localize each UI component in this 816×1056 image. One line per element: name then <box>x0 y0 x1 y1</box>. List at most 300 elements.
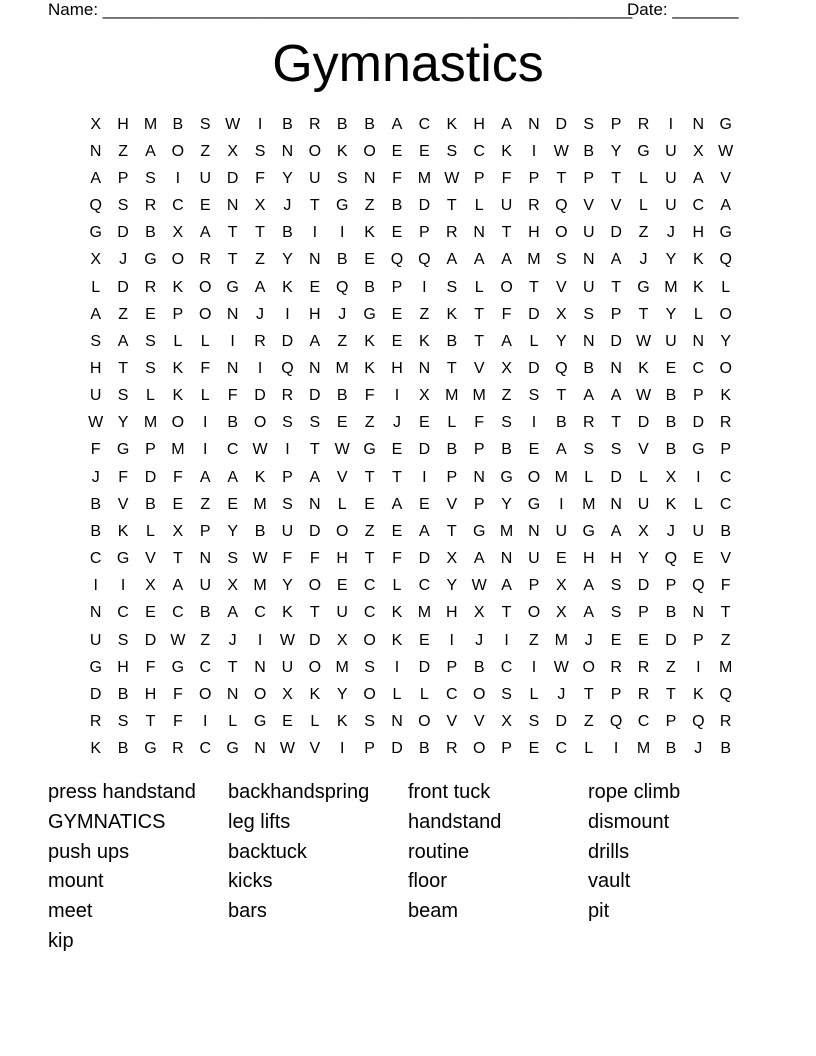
grid-letter[interactable]: B <box>665 740 677 758</box>
grid-letter[interactable]: B <box>364 115 375 133</box>
grid-letter[interactable]: P <box>665 577 677 595</box>
grid-letter[interactable]: I <box>203 713 208 731</box>
grid-letter[interactable]: E <box>419 495 430 513</box>
grid-letter[interactable]: I <box>504 631 509 649</box>
grid-letter[interactable]: I <box>696 468 701 486</box>
grid-letter[interactable]: P <box>199 522 211 540</box>
grid-letter[interactable]: Q <box>555 359 568 377</box>
grid-letter[interactable]: J <box>584 631 593 649</box>
grid-letter[interactable]: V <box>720 169 732 187</box>
name-field[interactable]: Name: ________________________________________________________ <box>48 0 633 19</box>
grid-letter[interactable]: B <box>254 522 266 540</box>
grid-letter[interactable]: E <box>692 550 704 568</box>
grid-letter[interactable]: D <box>117 224 129 242</box>
grid-letter[interactable]: B <box>336 251 348 269</box>
grid-letter[interactable]: L <box>337 495 347 513</box>
grid-letter[interactable]: W <box>553 658 569 676</box>
grid-letter[interactable]: Y <box>282 169 293 187</box>
grid-letter[interactable]: P <box>528 577 540 595</box>
grid-letter[interactable]: G <box>363 441 376 459</box>
grid-letter[interactable]: P <box>528 169 540 187</box>
grid-letter[interactable]: J <box>338 305 347 323</box>
grid-letter[interactable]: E <box>528 441 540 459</box>
grid-letter[interactable]: T <box>364 550 375 568</box>
grid-letter[interactable]: S <box>583 305 595 323</box>
grid-letter[interactable]: R <box>445 224 458 242</box>
grid-letter[interactable]: I <box>531 414 537 432</box>
grid-letter[interactable]: O <box>308 577 322 595</box>
grid-letter[interactable]: T <box>309 441 320 459</box>
grid-letter[interactable]: Z <box>666 658 676 676</box>
grid-letter[interactable]: C <box>89 550 102 568</box>
grid-letter[interactable]: K <box>309 685 321 703</box>
grid-letter[interactable]: K <box>117 522 129 540</box>
grid-letter[interactable]: T <box>529 278 539 296</box>
grid-letter[interactable]: S <box>583 115 595 133</box>
grid-letter[interactable]: N <box>309 251 321 269</box>
grid-letter[interactable]: F <box>474 414 485 432</box>
grid-letter[interactable]: U <box>500 197 513 215</box>
grid-letter[interactable]: Z <box>364 522 375 540</box>
grid-letter[interactable]: N <box>226 197 239 215</box>
grid-letter[interactable]: B <box>556 414 567 432</box>
grid-letter[interactable]: E <box>172 495 184 513</box>
grid-letter[interactable]: E <box>227 495 238 513</box>
grid-letter[interactable]: M <box>143 115 158 133</box>
grid-letter[interactable]: F <box>501 169 512 187</box>
grid-letter[interactable]: D <box>144 468 157 486</box>
grid-letter[interactable]: K <box>638 359 649 377</box>
grid-letter[interactable]: B <box>90 495 102 513</box>
grid-letter[interactable]: Y <box>638 550 649 568</box>
grid-letter[interactable]: E <box>282 713 293 731</box>
grid-letter[interactable]: I <box>257 115 263 133</box>
grid-letter[interactable]: C <box>418 115 431 133</box>
grid-letter[interactable]: N <box>226 305 239 323</box>
grid-letter[interactable]: K <box>364 359 375 377</box>
grid-letter[interactable]: L <box>91 278 101 296</box>
grid-letter[interactable]: T <box>638 305 649 323</box>
grid-letter[interactable]: Z <box>364 197 375 215</box>
grid-letter[interactable]: D <box>637 577 650 595</box>
grid-letter[interactable]: G <box>500 468 513 486</box>
grid-letter[interactable]: R <box>281 387 294 405</box>
grid-letter[interactable]: E <box>364 251 375 269</box>
grid-letter[interactable]: C <box>555 740 568 758</box>
grid-letter[interactable]: A <box>227 604 238 622</box>
grid-letter[interactable]: I <box>230 332 235 350</box>
grid-letter[interactable]: S <box>446 142 458 160</box>
grid-letter[interactable]: W <box>252 550 268 568</box>
grid-letter[interactable]: S <box>117 387 129 405</box>
grid-letter[interactable]: W <box>553 142 569 160</box>
grid-letter[interactable]: B <box>145 224 156 242</box>
grid-letter[interactable]: X <box>665 468 677 486</box>
grid-letter[interactable]: H <box>445 604 458 622</box>
grid-letter[interactable]: D <box>637 414 650 432</box>
grid-letter[interactable]: D <box>555 115 568 133</box>
grid-letter[interactable]: R <box>637 115 650 133</box>
grid-letter[interactable]: F <box>172 468 183 486</box>
grid-letter[interactable]: B <box>90 522 102 540</box>
grid-letter[interactable]: A <box>501 577 512 595</box>
grid-letter[interactable]: W <box>225 115 241 133</box>
grid-letter[interactable]: N <box>473 468 485 486</box>
grid-letter[interactable]: U <box>692 522 705 540</box>
grid-letter[interactable]: J <box>666 224 675 242</box>
grid-letter[interactable]: E <box>336 577 348 595</box>
grid-letter[interactable]: B <box>665 387 677 405</box>
grid-letter[interactable]: C <box>418 577 431 595</box>
grid-letter[interactable]: B <box>720 522 732 540</box>
grid-letter[interactable]: R <box>528 197 540 215</box>
grid-letter[interactable]: F <box>501 305 512 323</box>
grid-letter[interactable]: O <box>199 685 212 703</box>
grid-letter[interactable]: G <box>89 224 102 242</box>
grid-letter[interactable]: K <box>336 142 348 160</box>
grid-letter[interactable]: I <box>696 658 701 676</box>
grid-letter[interactable]: O <box>500 278 513 296</box>
grid-letter[interactable]: R <box>637 685 650 703</box>
grid-letter[interactable]: D <box>418 658 431 676</box>
grid-letter[interactable]: X <box>227 142 238 160</box>
grid-letter[interactable]: N <box>610 495 622 513</box>
grid-letter[interactable]: X <box>172 224 184 242</box>
grid-letter[interactable]: G <box>719 224 732 242</box>
grid-letter[interactable]: N <box>500 550 513 568</box>
grid-letter[interactable]: H <box>117 658 129 676</box>
grid-letter[interactable]: R <box>172 740 184 758</box>
grid-letter[interactable]: X <box>473 604 485 622</box>
grid-letter[interactable]: A <box>473 550 485 568</box>
grid-letter[interactable]: E <box>391 332 403 350</box>
grid-letter[interactable]: Q <box>390 251 404 269</box>
grid-letter[interactable]: M <box>472 387 486 405</box>
grid-letter[interactable]: B <box>172 115 184 133</box>
grid-letter[interactable]: E <box>419 414 430 432</box>
grid-letter[interactable]: G <box>363 305 376 323</box>
grid-letter[interactable]: U <box>665 332 677 350</box>
grid-letter[interactable]: Q <box>664 550 678 568</box>
grid-letter[interactable]: S <box>282 495 293 513</box>
grid-letter[interactable]: Q <box>281 359 294 377</box>
grid-letter[interactable]: H <box>473 115 485 133</box>
grid-letter[interactable]: L <box>584 468 594 486</box>
grid-letter[interactable]: P <box>446 658 458 676</box>
grid-letter[interactable]: W <box>279 631 295 649</box>
grid-letter[interactable]: L <box>200 387 210 405</box>
grid-letter[interactable]: W <box>635 332 652 350</box>
grid-letter[interactable]: M <box>253 495 267 513</box>
grid-letter[interactable]: R <box>144 197 157 215</box>
grid-letter[interactable]: K <box>665 495 677 513</box>
grid-letter[interactable]: F <box>118 468 128 486</box>
grid-letter[interactable]: M <box>417 169 432 187</box>
grid-letter[interactable]: R <box>144 278 157 296</box>
grid-letter[interactable]: S <box>117 631 129 649</box>
grid-letter[interactable]: S <box>364 658 375 676</box>
grid-letter[interactable]: B <box>446 441 458 459</box>
grid-letter[interactable]: F <box>720 577 731 595</box>
grid-letter[interactable]: Y <box>610 142 622 160</box>
grid-letter[interactable]: U <box>665 142 677 160</box>
grid-letter[interactable]: P <box>391 278 403 296</box>
grid-letter[interactable]: Y <box>282 577 293 595</box>
grid-letter[interactable]: B <box>446 332 458 350</box>
grid-letter[interactable]: T <box>501 224 512 242</box>
grid-letter[interactable]: Q <box>609 713 623 731</box>
grid-letter[interactable]: G <box>472 522 486 540</box>
grid-letter[interactable]: V <box>145 550 156 568</box>
grid-letter[interactable]: D <box>555 713 568 731</box>
grid-letter[interactable]: Y <box>282 251 293 269</box>
grid-letter[interactable]: U <box>528 550 540 568</box>
grid-letter[interactable]: U <box>281 522 294 540</box>
grid-letter[interactable]: N <box>199 550 212 568</box>
grid-letter[interactable]: T <box>583 685 594 703</box>
grid-letter[interactable]: C <box>637 713 650 731</box>
grid-letter[interactable]: U <box>89 387 102 405</box>
grid-letter[interactable]: L <box>584 740 594 758</box>
grid-letter[interactable]: C <box>473 142 485 160</box>
grid-letter[interactable]: P <box>692 631 704 649</box>
grid-letter[interactable]: G <box>692 441 705 459</box>
grid-letter[interactable]: Q <box>418 251 431 269</box>
grid-letter[interactable]: F <box>392 550 402 568</box>
grid-letter[interactable]: A <box>117 332 129 350</box>
grid-letter[interactable]: B <box>583 142 595 160</box>
grid-letter[interactable]: S <box>117 197 129 215</box>
grid-letter[interactable]: A <box>692 169 704 187</box>
grid-letter[interactable]: D <box>528 359 540 377</box>
grid-letter[interactable]: M <box>582 495 596 513</box>
grid-letter[interactable]: I <box>339 740 345 758</box>
grid-letter[interactable]: K <box>391 604 403 622</box>
grid-letter[interactable]: T <box>611 278 621 296</box>
grid-letter[interactable]: T <box>227 658 238 676</box>
grid-letter[interactable]: J <box>283 197 292 215</box>
grid-letter[interactable]: G <box>116 441 130 459</box>
grid-letter[interactable]: X <box>446 550 458 568</box>
grid-letter[interactable]: E <box>419 142 430 160</box>
grid-letter[interactable]: T <box>227 224 238 242</box>
grid-letter[interactable]: Z <box>200 631 211 649</box>
grid-letter[interactable]: G <box>226 740 239 758</box>
grid-letter[interactable]: F <box>90 441 101 459</box>
grid-letter[interactable]: D <box>610 224 622 242</box>
grid-letter[interactable]: Y <box>117 414 129 432</box>
grid-letter[interactable]: H <box>89 359 102 377</box>
grid-letter[interactable]: Z <box>255 251 265 269</box>
grid-letter[interactable]: Y <box>720 332 732 350</box>
grid-letter[interactable]: Y <box>665 305 677 323</box>
grid-letter[interactable]: X <box>419 387 430 405</box>
grid-letter[interactable]: S <box>501 685 512 703</box>
grid-letter[interactable]: L <box>173 332 183 350</box>
grid-letter[interactable]: D <box>144 631 157 649</box>
grid-letter[interactable]: U <box>555 522 568 540</box>
grid-letter[interactable]: P <box>117 169 129 187</box>
grid-letter[interactable]: Y <box>227 522 238 540</box>
grid-letter[interactable]: K <box>501 142 512 160</box>
grid-letter[interactable]: M <box>499 522 514 540</box>
grid-letter[interactable]: J <box>119 251 128 269</box>
grid-letter[interactable]: L <box>693 305 703 323</box>
grid-letter[interactable]: E <box>665 359 677 377</box>
grid-letter[interactable]: H <box>309 305 321 323</box>
grid-letter[interactable]: Q <box>555 197 568 215</box>
grid-letter[interactable]: N <box>254 658 266 676</box>
grid-letter[interactable]: L <box>392 577 402 595</box>
grid-letter[interactable]: E <box>336 414 348 432</box>
grid-letter[interactable]: P <box>583 169 595 187</box>
grid-letter[interactable]: N <box>473 224 485 242</box>
grid-letter[interactable]: T <box>227 251 238 269</box>
grid-letter[interactable]: Z <box>200 142 211 160</box>
grid-letter[interactable]: Z <box>118 142 128 160</box>
grid-letter[interactable]: O <box>253 414 267 432</box>
grid-letter[interactable]: L <box>639 468 648 486</box>
grid-letter[interactable]: S <box>145 332 156 350</box>
grid-letter[interactable]: X <box>254 197 266 215</box>
grid-letter[interactable]: R <box>254 332 266 350</box>
grid-letter[interactable]: X <box>282 685 293 703</box>
grid-letter[interactable]: T <box>255 224 265 242</box>
grid-letter[interactable]: O <box>719 359 732 377</box>
grid-letter[interactable]: K <box>692 278 704 296</box>
grid-letter[interactable]: O <box>199 278 212 296</box>
grid-letter[interactable]: X <box>336 631 348 649</box>
grid-letter[interactable]: W <box>471 577 487 595</box>
grid-letter[interactable]: E <box>391 142 403 160</box>
grid-letter[interactable]: D <box>226 169 239 187</box>
grid-letter[interactable]: S <box>610 604 622 622</box>
grid-letter[interactable]: H <box>582 550 595 568</box>
grid-letter[interactable]: F <box>200 359 211 377</box>
grid-letter[interactable]: J <box>228 631 237 649</box>
grid-letter[interactable]: K <box>364 224 375 242</box>
grid-letter[interactable]: O <box>171 142 185 160</box>
grid-letter[interactable]: A <box>419 522 430 540</box>
grid-letter[interactable]: I <box>312 224 318 242</box>
grid-letter[interactable]: I <box>422 468 427 486</box>
grid-letter[interactable]: K <box>720 387 732 405</box>
grid-letter[interactable]: P <box>145 441 156 459</box>
grid-letter[interactable]: G <box>637 278 650 296</box>
grid-letter[interactable]: T <box>611 414 621 432</box>
grid-letter[interactable]: T <box>309 604 320 622</box>
grid-letter[interactable]: H <box>528 224 540 242</box>
grid-letter[interactable]: N <box>226 685 239 703</box>
grid-letter[interactable]: V <box>473 713 485 731</box>
grid-letter[interactable]: Q <box>89 197 102 215</box>
grid-letter[interactable]: A <box>583 604 595 622</box>
grid-letter[interactable]: X <box>501 713 512 731</box>
grid-letter[interactable]: C <box>199 658 212 676</box>
grid-letter[interactable]: Q <box>719 685 732 703</box>
grid-letter[interactable]: I <box>120 577 126 595</box>
grid-letter[interactable]: Q <box>692 577 705 595</box>
grid-letter[interactable]: P <box>692 387 704 405</box>
grid-letter[interactable]: T <box>145 713 156 731</box>
grid-letter[interactable]: I <box>175 169 181 187</box>
grid-letter[interactable]: S <box>610 577 622 595</box>
grid-letter[interactable]: N <box>528 522 540 540</box>
grid-letter[interactable]: L <box>474 197 484 215</box>
grid-letter[interactable]: L <box>721 278 731 296</box>
grid-letter[interactable]: X <box>90 251 102 269</box>
grid-letter[interactable]: S <box>199 115 211 133</box>
grid-letter[interactable]: I <box>257 631 263 649</box>
grid-letter[interactable]: M <box>664 278 678 296</box>
grid-letter[interactable]: G <box>171 658 185 676</box>
grid-letter[interactable]: G <box>144 740 157 758</box>
grid-letter[interactable]: P <box>665 713 677 731</box>
grid-letter[interactable]: L <box>474 278 484 296</box>
grid-letter[interactable]: N <box>692 115 705 133</box>
grid-letter[interactable]: J <box>639 251 648 269</box>
grid-letter[interactable]: S <box>309 414 321 432</box>
grid-letter[interactable]: Y <box>446 577 458 595</box>
grid-letter[interactable]: R <box>309 115 321 133</box>
grid-letter[interactable]: V <box>610 197 622 215</box>
grid-letter[interactable]: S <box>364 713 375 731</box>
grid-letter[interactable]: T <box>172 550 183 568</box>
grid-letter[interactable]: A <box>501 332 512 350</box>
grid-letter[interactable]: W <box>279 740 295 758</box>
grid-letter[interactable]: L <box>529 685 539 703</box>
grid-letter[interactable]: Y <box>501 495 512 513</box>
grid-letter[interactable]: H <box>144 685 157 703</box>
grid-letter[interactable]: K <box>692 685 704 703</box>
grid-letter[interactable]: I <box>668 115 674 133</box>
grid-letter[interactable]: D <box>309 631 321 649</box>
grid-letter[interactable]: N <box>281 142 294 160</box>
grid-letter[interactable]: U <box>199 577 212 595</box>
grid-letter[interactable]: L <box>146 387 155 405</box>
grid-letter[interactable]: M <box>554 468 568 486</box>
grid-letter[interactable]: Z <box>638 224 649 242</box>
grid-letter[interactable]: F <box>145 658 156 676</box>
grid-letter[interactable]: B <box>583 359 595 377</box>
grid-letter[interactable]: L <box>228 713 238 731</box>
grid-letter[interactable]: D <box>418 550 431 568</box>
grid-letter[interactable]: G <box>637 142 650 160</box>
grid-letter[interactable]: A <box>391 495 403 513</box>
grid-letter[interactable]: D <box>309 387 321 405</box>
grid-letter[interactable]: P <box>282 468 293 486</box>
grid-letter[interactable]: O <box>527 604 541 622</box>
grid-letter[interactable]: D <box>254 387 266 405</box>
grid-letter[interactable]: C <box>445 685 458 703</box>
grid-letter[interactable]: M <box>554 631 568 649</box>
grid-letter[interactable]: S <box>446 278 458 296</box>
grid-letter[interactable]: J <box>256 305 265 323</box>
grid-letter[interactable]: C <box>692 359 705 377</box>
grid-letter[interactable]: I <box>203 414 208 432</box>
grid-letter[interactable]: D <box>391 740 403 758</box>
grid-letter[interactable]: O <box>527 468 541 486</box>
grid-letter[interactable]: A <box>199 224 211 242</box>
grid-letter[interactable]: S <box>583 441 595 459</box>
grid-letter[interactable]: T <box>501 604 512 622</box>
grid-letter[interactable]: U <box>665 169 677 187</box>
grid-letter[interactable]: G <box>89 658 102 676</box>
grid-letter[interactable]: N <box>582 332 595 350</box>
grid-letter[interactable]: I <box>422 278 427 296</box>
grid-letter[interactable]: F <box>364 387 375 405</box>
grid-letter[interactable]: O <box>363 631 376 649</box>
